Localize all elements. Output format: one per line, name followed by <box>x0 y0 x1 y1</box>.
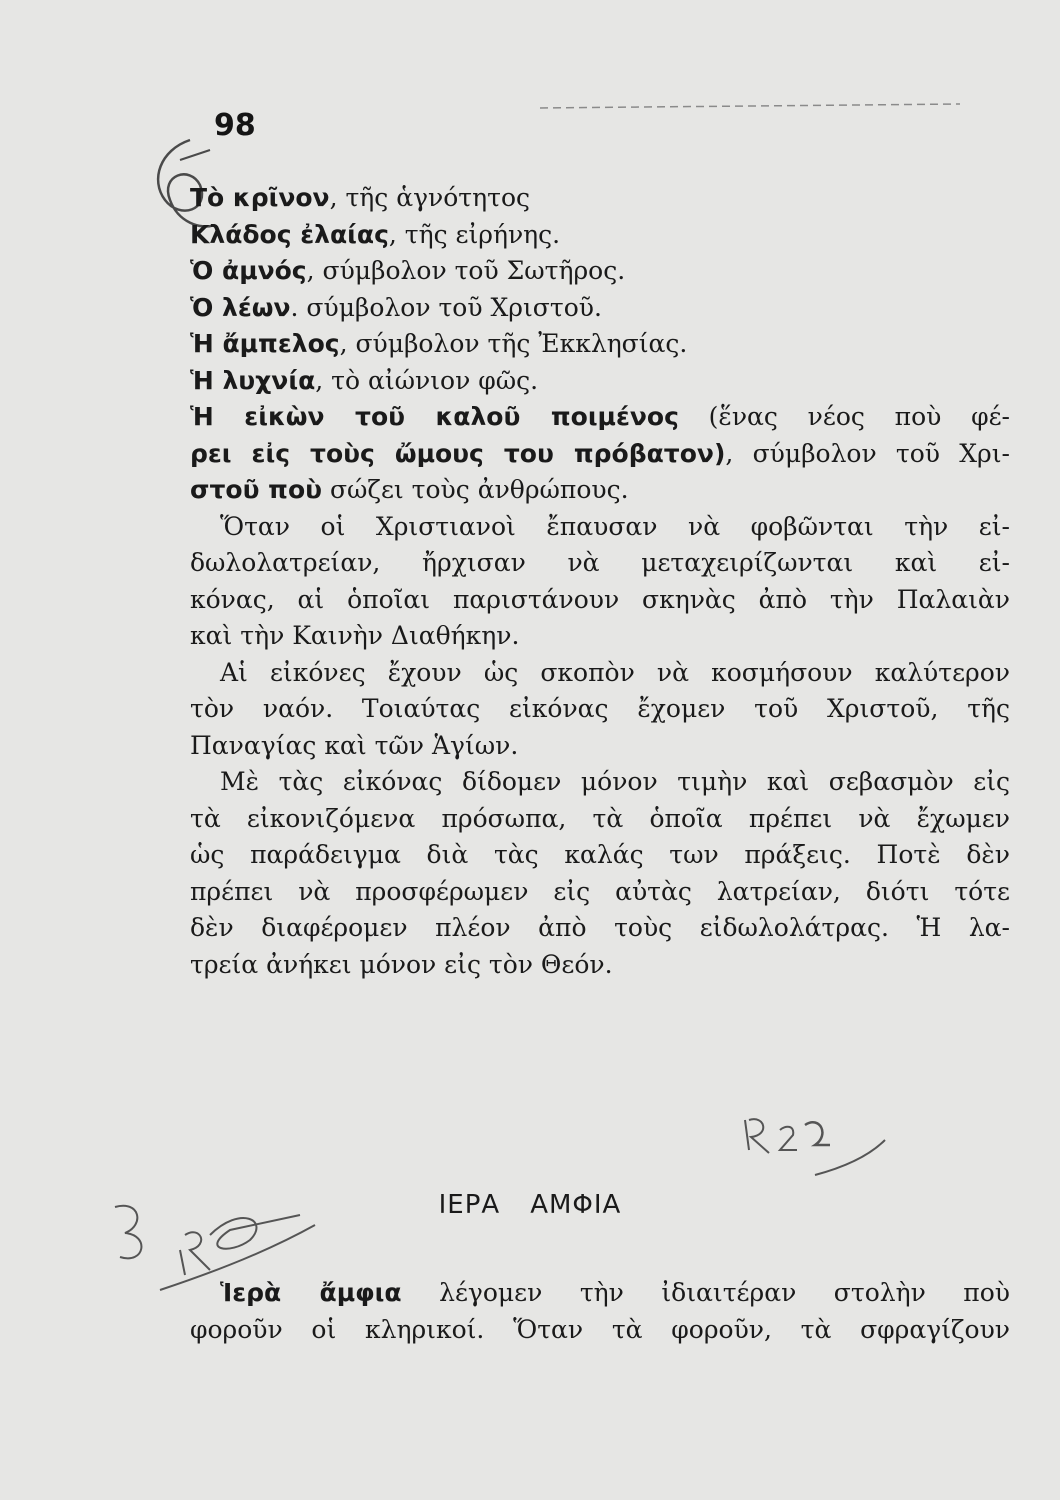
symbol-item: Τὸ κρῖνον, τῆς ἁγνότητος <box>190 183 530 212</box>
symbol-item: Ἡ ἄμπελος, σύμβολον τῆς Ἐκκλησίας. <box>190 329 688 358</box>
symbol-item: Ὁ λέων. σύμβολον τοῦ Χριστοῦ. <box>190 292 602 322</box>
paragraph-line: καὶ τὴν Καινὴν Διαθήκην. <box>190 621 520 650</box>
paragraph-line: ὡς παράδειγμα διὰ τὰς καλάς των πράξεις. Ποτὲ δὲν <box>190 840 1010 869</box>
paragraph-line: πρέπει νὰ προσφέρωμεν εἰς αὐτὰς λατρείαν, διότι τότε <box>190 876 1010 906</box>
paragraph-line: δωλολατρείαν, ἤρχισαν νὰ μεταχειρίζωνται καὶ εἰ- <box>190 548 1010 577</box>
page-number: 98 <box>214 108 256 143</box>
shepherd-line-2: ρει εἰς τοὺς ὤμους του πρόβατον), σύμβολον τοῦ Χρι- <box>190 438 1010 468</box>
paragraph-icons-purpose <box>190 655 1010 765</box>
paragraph-line: δὲν διαφέρομεν πλέον ἀπὸ τοὺς εἰδωλολάτρας. Ἡ λα- <box>190 913 1010 942</box>
paragraph-icons-origin <box>190 509 1010 655</box>
faint-dash-rule <box>540 100 1000 120</box>
paragraph-line: τὸν ναόν. Τοιαύτας εἰκόνας ἔχομεν τοῦ Χριστοῦ, τῆς <box>190 694 1010 723</box>
main-text <box>190 180 1010 983</box>
symbol-item: Κλάδος ἐλαίας, τῆς εἰρήνης. <box>190 219 561 249</box>
paragraph-line: τὰ εἰκονιζόμενα πρόσωπα, τὰ ὁποῖα πρέπει νὰ ἔχωμεν <box>190 803 1010 833</box>
shepherd-line-1: Ἡ εἰκὼν τοῦ καλοῦ ποιμένος (ἕνας νέος ποὺ φέ- <box>190 402 1011 431</box>
paragraph-icons-honor <box>190 764 1010 983</box>
paragraph-line: Μὲ τὰς εἰκόνας δίδομεν μόνον τιμὴν καὶ σεβασμὸν εἰς <box>220 767 1010 796</box>
symbols-list <box>190 180 1010 399</box>
shepherd-line-3: στοῦ ποὺ σώζει τοὺς ἀνθρώπους. <box>190 475 629 504</box>
section-heading: ΙΕΡΑ ΑΜΦΙΑ <box>438 1190 622 1220</box>
shepherd-item <box>190 399 1010 509</box>
symbol-item: Ὁ ἀμνός, σύμβολον τοῦ Σωτῆρος. <box>190 256 626 285</box>
paragraph-line: φοροῦν οἱ κληρικοί. Ὅταν τὰ φοροῦν, τὰ σφραγίζουν <box>190 1314 1010 1344</box>
paragraph-line: κόνας, αἱ ὁποῖαι παριστάνουν σκηνὰς ἀπὸ τὴν Παλαιὰν <box>190 584 1010 614</box>
pencil-mark-icon <box>735 1105 895 1185</box>
paragraph-line: τρεία ἀνήκει μόνον εἰς τὸν Θεόν. <box>190 949 613 979</box>
paragraph-line: Ἱερὰ ἄμφια λέγομεν τὴν ἰδιαιτέραν στολὴν ποὺ <box>220 1278 1010 1307</box>
paragraph-line: Παναγίας καὶ τῶν Ἁγίων. <box>190 730 519 760</box>
paragraph-line: Ὅταν οἱ Χριστιανοὶ ἔπαυσαν νὰ φοβῶνται τὴν εἰ- <box>220 511 1010 541</box>
vestments-paragraph <box>190 1275 1010 1348</box>
paragraph-line: Αἱ εἰκόνες ἔχουν ὡς σκοπὸν νὰ κοσμήσουν καλύτερον <box>220 657 1010 687</box>
symbol-item: Ἡ λυχνία, τὸ αἰώνιον φῶς. <box>190 365 539 395</box>
